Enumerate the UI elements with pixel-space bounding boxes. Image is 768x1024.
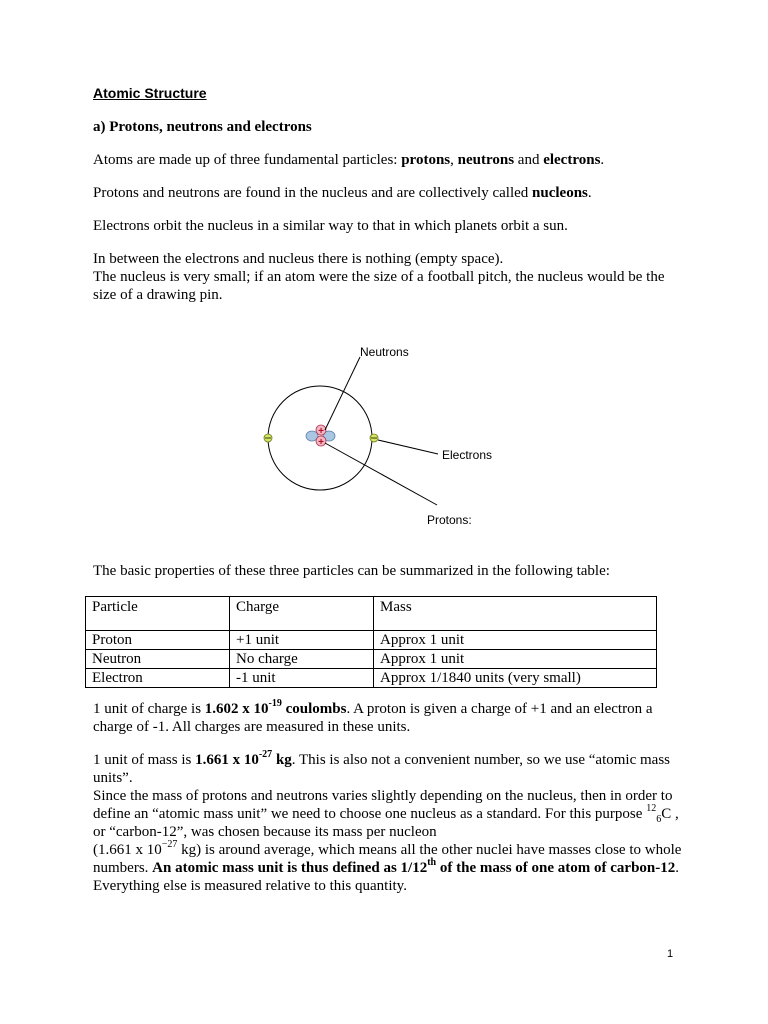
table-row [86, 669, 657, 688]
table-cell: Proton [86, 631, 230, 650]
table-intro: The basic properties of these three particles can be summarized in the following table: [93, 563, 610, 579]
table-cell: Approx 1 unit [374, 650, 657, 669]
pointer-line-neutrons [325, 357, 360, 430]
text-span: . A proton is given a charge of +1 and an electron a charge of -1. All charges are measured in these units. [93, 701, 653, 735]
bold-amu-definition [152, 857, 676, 876]
bold-term-neutrons: neutrons [457, 152, 515, 168]
label-electrons: Electrons [442, 448, 493, 462]
text-span: . [600, 152, 605, 168]
text-span: (1.661 x 10 [93, 842, 162, 858]
paragraph-nucleons [93, 184, 683, 202]
text-span: . [587, 185, 592, 201]
isotope-mass-number: 12 [646, 803, 657, 814]
text-span: . Everything else is measured relative to this quantity. [93, 860, 680, 894]
table-row [86, 650, 657, 669]
pointer-line-protons [325, 443, 437, 505]
section-heading: a) Protons, neutrons and electrons [93, 119, 312, 135]
isotope-symbol: C [661, 806, 672, 822]
proton-sign: + [318, 437, 324, 448]
atom-diagram [255, 330, 515, 530]
text-span: of the mass of one atom of carbon-12 [436, 860, 676, 876]
text-span: , or “carbon-12”, was chosen because its mass per nucleon [93, 806, 679, 840]
paragraph-mass-unit [93, 751, 683, 787]
page-number: 1 [667, 948, 674, 960]
paragraph-orbit: Electrons orbit the nucleus in a similar way to that in which planets orbit a sun. [93, 218, 568, 234]
table-row [86, 631, 657, 650]
exponent: −27 [161, 839, 178, 850]
text-span: , [450, 152, 458, 168]
exponent: -19 [268, 698, 282, 709]
text-span: coulombs [281, 701, 347, 717]
bold-charge-value [204, 698, 347, 717]
particle-properties-table [85, 596, 657, 688]
label-neutrons: Neutrons [360, 345, 409, 359]
text-span: Protons and neutrons are found in the nucleus and are collectively called [93, 185, 533, 201]
table-cell: Approx 1 unit [374, 631, 657, 650]
isotope-atomic-number: 6 [656, 814, 662, 825]
text-span: 1 unit of charge is [93, 701, 205, 717]
bold-term-nucleons: nucleons [532, 185, 588, 201]
bold-term-protons: protons [401, 152, 451, 168]
text-span: 1.661 x 10 [195, 752, 259, 768]
paragraph-atomic-mass-unit [93, 787, 683, 895]
table-cell: Neutron [86, 650, 230, 669]
text-span: kg [272, 752, 292, 768]
bold-mass-value [195, 749, 292, 768]
paragraph-empty-space [93, 250, 683, 304]
text-span: kg) is around average, which means all the other nuclei have masses close to whole numbers. [93, 842, 682, 876]
page-title: Atomic Structure [93, 85, 207, 101]
text-span: 1 unit of mass is [93, 752, 196, 768]
proton-sign: + [318, 426, 324, 437]
paragraph-charge-unit [93, 700, 683, 736]
table-cell: -1 unit [230, 669, 374, 688]
text-span: . This is also not a convenient number, so we use “atomic mass units”. [93, 752, 670, 786]
text-span: An atomic mass unit is thus defined as 1/12 [152, 860, 428, 876]
table-cell: No charge [230, 650, 374, 669]
pointer-line-electrons [378, 440, 438, 454]
text-span: In between the electrons and nucleus there is nothing (empty space). [93, 251, 504, 267]
table-cell: Approx 1/1840 units (very small) [374, 669, 657, 688]
table-cell: +1 unit [230, 631, 374, 650]
text-span: The nucleus is very small; if an atom were the size of a football pitch, the nucleus would be the size of a drawing pin. [93, 269, 665, 303]
bold-term-electrons: electrons [543, 152, 601, 168]
table-header-cell: Particle [86, 597, 230, 631]
paragraph-particles [93, 151, 683, 169]
text-span: 1.602 x 10 [204, 701, 269, 717]
text-span: and [514, 152, 544, 168]
label-protons: Protons: [427, 513, 472, 527]
text-span: Atoms are made up of three fundamental particles: [93, 152, 402, 168]
table-header-cell: Mass [374, 597, 657, 631]
text-span: Since the mass of protons and neutrons varies slightly depending on the nucleus, then in order to define an “atomic mass unit” we need to choose one nucleus as a standard. For this purpose [93, 788, 673, 822]
ordinal-suffix: th [427, 857, 437, 868]
exponent: -27 [258, 749, 273, 760]
table-cell: Electron [86, 669, 230, 688]
table-header-row [86, 597, 657, 631]
table-header-cell: Charge [230, 597, 374, 631]
